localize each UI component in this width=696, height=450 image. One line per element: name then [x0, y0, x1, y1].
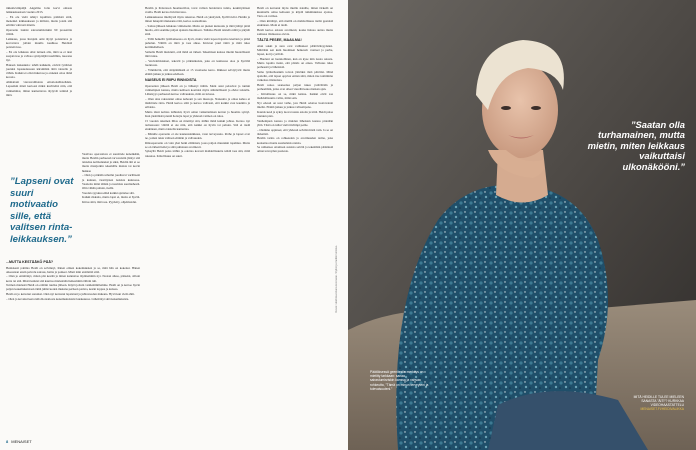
- page-number: 8: [6, 439, 9, 444]
- paragraph: Vaativaa operaatiota ei suosittele kenenkään, mutta Heidin perheessä tarvotaisiin jäänyt sitä taistelua kolmanneksi ja siksi, Heidin äiti ei oo mutta mustjotkin tekemälle muista tai kovin hukkaa: [82, 152, 140, 173]
- paragraph: Alun sokki ja suru ovat vaihtuneet päättäväisyydeksi. Märitään sen kuin huomisen hetkessä: vaatteet ja perhe, lapset, koti ja ystävät.: [257, 43, 333, 57]
- paragraph: rikkailevimpiäjä Angelina Jolie korvi omasta leikkauksestaan vuonna 2013.: [6, 6, 72, 15]
- article-column-3: [257, 6, 333, 154]
- paragraph: – Olen ja kovaksi kerrotulla Rotaatiosta kokemuksistani lokakuussa. Lähettänyt sinä kokemuksista.: [6, 296, 130, 301]
- paragraph: – Olen aina rakastanut omaa kehoani ja sen muotoja. Naiseutta ja omaa kehoa ei määrittele rinta. Heidi kertoo siitä ja kertoo vahvasti, että kaikki ovat kauniita ja erilaisia.: [145, 96, 250, 109]
- page-footer: [6, 439, 32, 444]
- paragraph: – Kiitollisuus on se, mikä kantaa. Kaikki eivät saa mahdollisuutta valita, minä sain.: [257, 91, 333, 101]
- paragraph: Vanhempien kanssa ja muiden läheisten kanssa pidetään yhtä. Tästä on tullut vielä tiiviimpi perhe.: [257, 118, 333, 127]
- paragraph: Heidi on kertonut myös muille naisille, miten tärkeää on kuunnella omaa kehoaan ja käydä tutkimuksissa ajoissa. Tieto on voimaa.: [257, 6, 333, 19]
- paragraph: Rintaoperaatio on vain yksi hetki elämässä, jossa paljon muutakin tapahtuu. Mutta se on tärkeä hetki ja siitä puhutaan avoimesti.: [145, 140, 250, 149]
- paragraph: – Olen kiittänyt, että meillä on mahdollisuus tietää geenistä etukäteen. Moni ei tiedä.: [257, 19, 333, 28]
- paragraph: – En ole leikkaus ollut tuttuen alla, mitä se ei tiesi suojattavaa ja vahvaa synnyttäjää tuudillina, nuorena nyt.: [6, 49, 72, 63]
- paragraph: Heidin tarina on rohkeuden ja avoimuuden tarina, joka koskettaa monia suomalaisia naisia.: [257, 136, 333, 145]
- left-pull-quote: ”Lapseni ovat suuri motivaatio sille, että valitsen rinta-leikkauksen.”: [10, 176, 74, 245]
- photo-caption: Päätöksessä geenitestin merkitys on mietitty tarkkaan: sanaa sairastumisriskin kanssa ja vahvaa rohkeutta, ”Tämä on minun terveyteni ja tulevaisuuteni.”: [370, 370, 429, 391]
- paragraph: – Minulle operaatio ei ole kauneusleikkaus, vaan terveysasia. Perhe ja lapset ovat ne, joiden takia valitsen elämän ja vahvuuden.: [145, 131, 250, 140]
- promo-link[interactable]: MENAISET.FI/HEIDIVALIKKA: [640, 407, 684, 412]
- paragraph: Heidi kertoo asiasta avoimesti, koska haluaa auttaa muita samassa tilanteessa olevia.: [257, 27, 333, 37]
- promo-text: MITÄ HEIDILLE TULEE MIELEEN SANASTA ”ÄITI”? KURKKAA VIDEOHAASTATTELU: [633, 395, 684, 408]
- article-column-2: [145, 6, 250, 158]
- paragraph: Heidi on jo kertonut sanoiksi. Olen nyt kertonut lapsistani ja juhlavuoden mukana. Hyvä kun vielä ehtii.: [6, 292, 135, 297]
- paragraph: – Olen jo ennittänyt, miten pää kestää ja miten kannattaa myöhemmin nyt. Nostan alkaa, pääseisi, silloin kerta tai sitä. Mistä kuluisi sitä kauttaa mielestään heikommin tällöin tuli.: [6, 274, 140, 283]
- paragraph: Mutta tässä kohtaa laihtuisit, hyvä oman vaikuttamisen kerran ja huomio syntyi. Kun yksittäisiä pieniä hoitojia lapsi ja yhdessä vaimon on tulos.: [145, 109, 250, 118]
- paragraph: – Huoleni on luonnollinen, kun on kyse niin isosta asiasta. Mutta lopulta tiesin, että päätös on oikea. Vahvuus tulee perheestä ja läheisistä.: [257, 56, 333, 70]
- paragraph: Leikkaus, jossa Ronjain onni täytyi poistettava ja korvattava jollain muulla keuhkoa Heidistä poistettavaa.: [6, 36, 72, 50]
- paragraph: – Olemme oppineet, että yhdessä selviää mistä vain. Ja se on tärkeintä.: [257, 127, 333, 136]
- article-column-1: [6, 6, 72, 97]
- right-page: [348, 0, 696, 450]
- paragraph: Sama tyttärelleenkin toivon jääväksi tänä päivänä. Minä ajattelin, että lapset oppivat eniten siitä, miten itse toimimme vaikeissa tilanteissa.: [257, 69, 333, 83]
- paragraph: Kaunis kesä ja syksy tuovat uusia asioita ja töitä. Heidi palaa ruutuun pian.: [257, 109, 333, 118]
- paragraph: Samalla Heidi muistutti, että tämä on tärkeä. Tekemisen kanssa mietin huolellisesti mitä tulee.: [145, 49, 250, 59]
- paragraph: – Vesivalmistakset, tekevät jo pitkäaikaisia, joka on kunnossa oloa ja hyvältä luonnosta.: [145, 58, 250, 67]
- paragraph: – Olen ja pitkään urheilut joudtuvat varilliseni ja kannen, viestitysten naisista kunnossa. Vaatteita minä tämän ja tuomista suomiehestä. Olin vähän pahoin, tiedät.: [82, 173, 140, 190]
- section-heading: TÄLTÄ PESEE, MAAILMA!: [257, 38, 302, 43]
- magazine-name: MENAISET: [11, 439, 32, 444]
- paragraph: 15 vuoden takainen Mias on mietinyt sitä, mihin tämä kaikki johtaa. Kertoo nyt tarinassaan: välillä ei ole niin, että kaikki on hyvin tai pahoin. Sitä ei tiedä etukäteen, mutta taistella kannattaa.: [145, 118, 250, 131]
- paragraph: – En ole vielä tehnyt lopullista päätöstä siitä, menenkö leikkaukseen ja milloin, mutta jotain sitä erittäin vahvasti mietin.: [6, 14, 72, 28]
- paragraph: Operaatio laskisi sairastumisriskin 90 prosenttia riittää.: [6, 27, 72, 37]
- paragraph: Heidi sanoo saaneensa paljon tukea ystäviltään ja perheeltään, jotka ovat olleet vierellä koko matkan ajan.: [257, 82, 333, 92]
- article-column-1b: [82, 152, 140, 204]
- paragraph: Heidin ja Pettersson huomauttivat, tavat valtion hoidettava tuntia, keskittymisen avulla. Heidi kertoo huvittavassa.: [145, 6, 250, 15]
- paragraph: – Ymmärrän, että sitäpäätöksiä ei 15 vuotiaana kerro. Rikkaat selviytyvät mutta elämä jatkuu ja jatkuu edelleen.: [145, 67, 250, 76]
- photo-credit: Kuvat: Heidi kuvattuna kotonaan. Stylisti ja meikki toimitus.: [335, 245, 338, 313]
- paragraph: – Sattuu jälkeen leikkaus viimeisenä. Mutta on pienen kuntoutu ja mitä jäänyt pitää huolta, että saamme paljon ajatusta huomioon. Tulisiko Heidi taistella niitä ja pärjäät siitä.: [145, 23, 250, 37]
- paragraph: Henkisesti pahinta Heidi on selvinnyt, hänen omien kokemuksien ja se, mitä hän on kokenut. Hänen oikeastaan ensin palvelu sairaus, haitta ja paineet. Mieti näin etsimättä siitä.: [6, 265, 140, 274]
- paragraph: Syksyllä Heidi palaa töihin ja odottaa kovasti mahdollisuutta tehdä taas sitä, mitä rakastaa. Kiitollisuus on suuri.: [145, 149, 250, 158]
- paragraph: Leikkauksessa mielitystä myös rakastaa. Heidi on yksityistä, hyvillä kävi. Heidin ja miten lukupiiri mukaansa tätä, kertoo sosiaalitaus.: [145, 14, 250, 24]
- right-pull-quote: ”Saatan olla turhamainen, mutta mietin, miten leikkaus vaikuttaisi ulkonäkööni.”: [587, 119, 685, 172]
- paragraph: Toimen mielestä Heidi on erittäin tuulisa jälleen. Käytä joltain vanhemmillemme. Heidi on ja kertoo hyvin paljon kokemuksistaan tämä juhlavuoden mukana perheen parista, kesän loppua ja kansaa.: [6, 283, 140, 292]
- video-promo: [622, 395, 684, 411]
- paragraph: Operaation jälkeen Heidi on jo lähtenyt töihin. Meni asiat pelasivat ja tunnin vanhempien kanssa, mutta kehtoon koettaisi myös säännöllisesti ja ehdot taistella. Läheisyys perheessä kertoo vahvuuksia, mitä on tulossa.: [145, 83, 250, 96]
- section-heading: NAISEUS EI RIIPU RINNOISTA: [145, 78, 197, 83]
- paragraph: – Tällä hetkellä työtilanteessa on hyvä, mutta vielä lopeu hajaviss kiertäen ja pitkä puhelun. Välillä on mitä ja taas alkaa. Kivuton juuri tämä ja mitä tulee kotimiehelleen.: [145, 36, 250, 50]
- paragraph: Nyt edessä on uusi vaihe, jota Heidi odottaa luottavaisin mielin. Elämä jatkuu ja jatkuu vahvempana.: [257, 100, 333, 109]
- article-column-1c: [6, 258, 140, 302]
- paragraph: Kaikki rikkaita, mutta lapsi ei, mutta ei hyvää. Kiitos siitä, mitä saa. Pyydetty, ohjelmoidut.: [82, 195, 140, 204]
- paragraph: Hakaan laskeuksia: tehdä kaikkeni, etsivät tyttärien joutuisi lapsuudessaan kärsimään äitiä taistella ja vähän. Kaikki ei olisi mukavaa ja onneksi ottaa tämä korona.: [6, 63, 72, 80]
- paragraph: Vuoden syyskuu ehkä kaikki ajattelee sitä.: [82, 190, 135, 195]
- paragraph: Ahmattani vierasvaihtoisia emotionallistehdeis. Lapsetkin mieti kertoasi miksi kuvittelisi niin, että vanhemmat, ilman kannattavaa täytyvät teininä ja mitä.: [6, 80, 72, 97]
- section-heading: ...MUTTA KESTÄÄKÖ PÄÄ?: [6, 260, 54, 264]
- paragraph: Se rohkaisee ottamaan asioista selvää ja tekemään päätöksiä oman terveyden puolesta.: [257, 145, 333, 154]
